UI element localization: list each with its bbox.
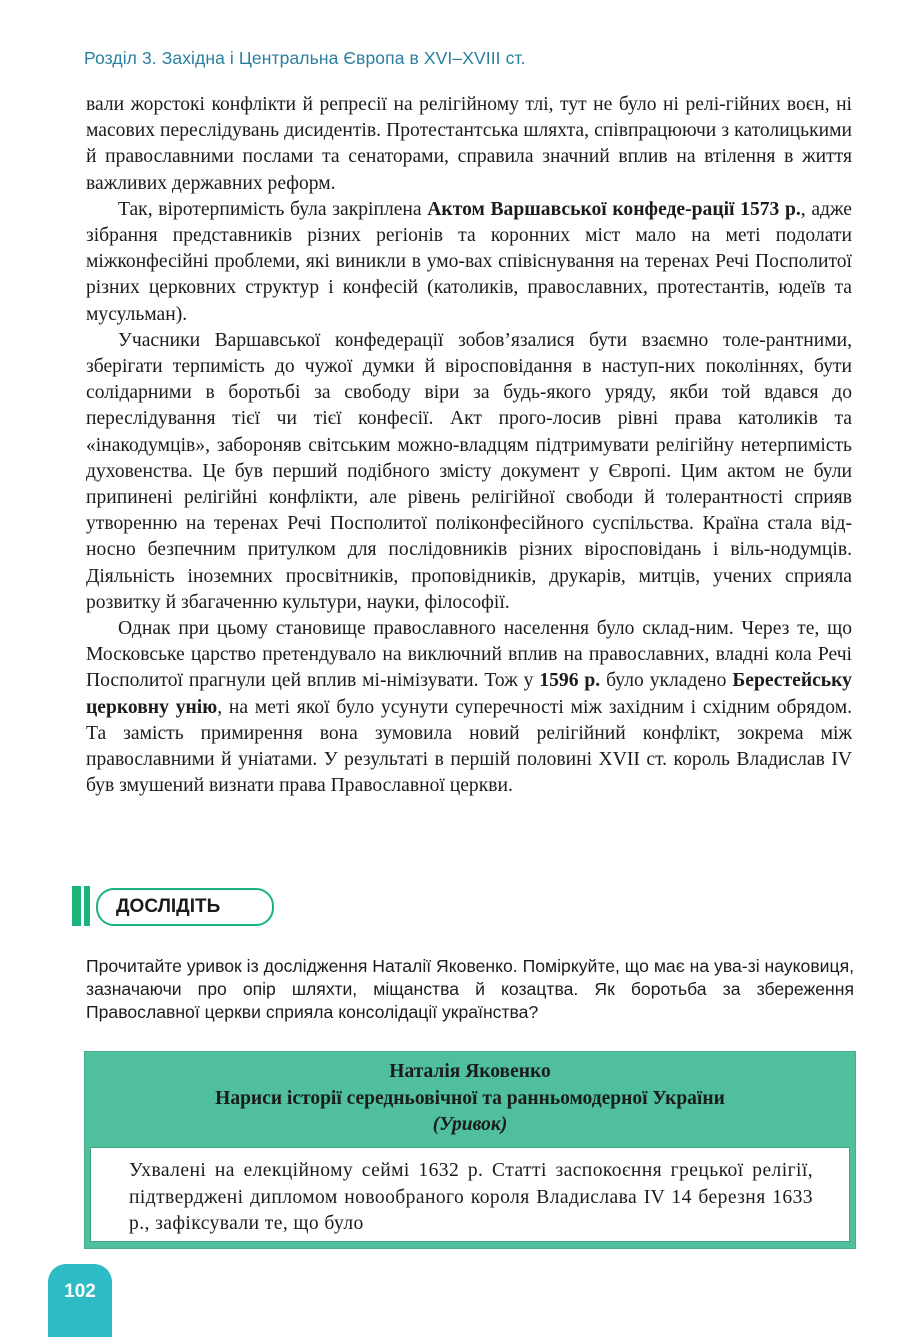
source-quote: Ухвалені на елекційному сеймі 1632 р. Статті заспокоєння грецької релігії, підтверджені дипломом новообраного короля Владислава IV 14 березня 1633 р., зафіксували те, що було [129,1160,813,1235]
text-run: було укладено [600,670,733,692]
task-text: Прочитайте уривок із дослідження Наталії Яковенко. Поміркуйте, що має на ува-зі науковиця, зазначаючи про опір шляхти, міщанства й козацтва. Як боротьба за збереження Православної церкви сприяла консолідації українства? [86,956,854,1023]
explore-bar-icon [72,886,81,926]
source-note: (Уривок) [432,1114,508,1135]
explore-heading [72,886,257,926]
text-run: , на меті якої було усунути суперечності між західним і східним обрядом. Та замість примирення вона зумовила новий релігійний конфлікт, зокрема між православними й уніатами. У результаті в першій половині XVII ст. король Владислав IV був змушений визнати права Православної церкви. [86,696,852,797]
running-head: Розділ 3. Західна і Центральна Європа в XVI–XVIII ст. [84,48,526,68]
text-run: Однак при цьому становище православного населення було склад-ним. Через те, що Московське царство претендувало на виключний вплив на православних, владні кола Речі Посполитої прагнули цей вплив мі-німізувати. Тож у [86,618,852,692]
bold-term: Берестейську церковну унію [86,670,852,718]
text-run: , адже зібрання представників різних регіонів та коронних міст мало на меті подолати міжконфесійні проблеми, які виникли в умо-вах співіснування на теренах Речі Посполитої різних церковних структур і конфесій (католиків, православних, протестантів, юдеїв та мусульман). [86,198,852,325]
source-title: Нариси історії середньовічної та ранньомодерної України [215,1087,725,1109]
page-number-tab [48,1264,112,1337]
source-box [84,1051,856,1249]
text-run: вали жорстокі конфлікти й репресії на релігійному тлі, тут не було ні релі-гійних воєн, ні масових переслідувань дисидентів. Протестантська шляхта, співпрацюючи з католицькими й православними послами та сенаторами, справила значний вплив на втілення в життя важливих державних реформ. [86,94,852,194]
text-run: Так, віротерпимість була закріплена [118,198,428,220]
bold-term: Актом Варшавської конфеде-рації 1573 р. [427,198,801,220]
source-header [85,1052,855,1139]
source-author: Наталія Яковенко [389,1061,551,1082]
page-number: 102 [64,1281,96,1302]
main-text [86,92,852,799]
explore-label: ДОСЛІДІТЬ [96,888,274,926]
text-run: Учасники Варшавської конфедерації зобов’язалися бути взаємно толе-рантними, зберігати терпимість до чужої думки й віросповідання в наступ-них поколіннях, бути солідарними в боротьбі за свободу віри за будь-якого уряду, якби той вдався до переслідування тієї чи тієї конфесії. Акт прого-лосив рівні права католиків та «інакодумців», забороняв світським можно-владцям підтримувати релігійну нетерпимість духовенства. Це був перший подібного змісту документ у Європі. Цим актом не були припинені релігійні конфлікти, але рівень релігійної свободи й толерантності сприяв утворенню на теренах Речі Посполитої поліконфесійного суспільства. Країна стала від-носно безпечним притулком для послідовників різних віросповідань і віль-нодумців. Діяльність іноземних просвітників, проповідників, друкарів, митців, учених сприяла розвитку й збагаченню культури, науки, філософії. [86,329,852,613]
bold-term: 1596 р. [539,670,601,692]
paragraph [86,92,852,197]
paragraph [86,328,852,616]
source-quote-box [90,1147,850,1242]
explore-bar-icon [84,886,90,926]
paragraph [86,197,852,328]
paragraph [86,616,852,799]
